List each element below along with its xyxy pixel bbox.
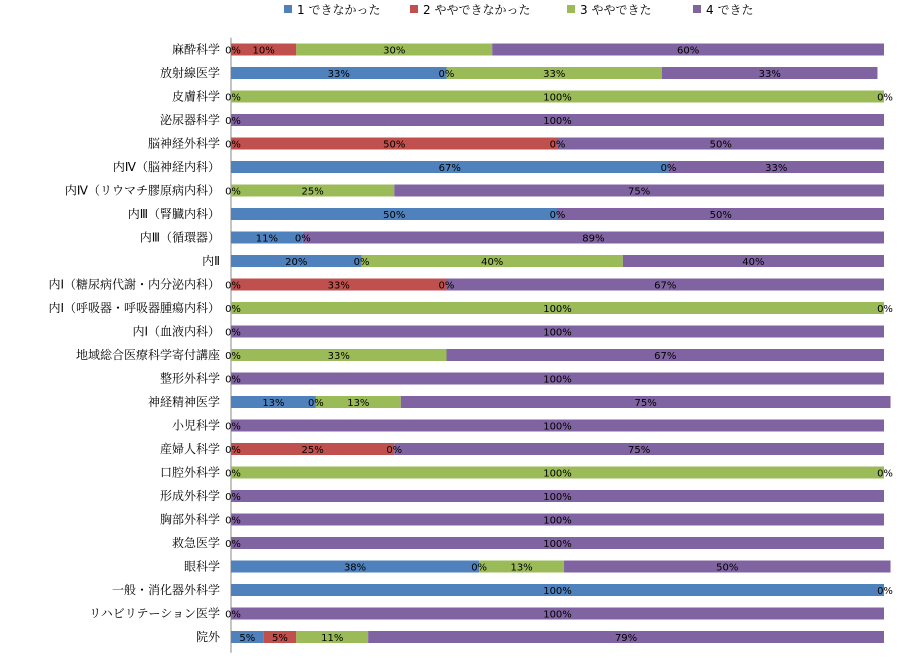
data-label: 0% bbox=[225, 539, 241, 550]
data-label: 0% bbox=[225, 139, 241, 151]
data-label: 25% bbox=[301, 186, 324, 198]
category-label: 整形外科学 bbox=[159, 371, 220, 386]
legend-label-3: 3 ややできた bbox=[580, 3, 652, 17]
legend-swatch-1 bbox=[284, 5, 292, 13]
category-label: 胸部外科学 bbox=[159, 512, 220, 527]
data-label: 0% bbox=[877, 92, 893, 104]
category-label: 眼科学 bbox=[183, 559, 220, 574]
data-label: 0% bbox=[294, 233, 311, 245]
data-label: 20% bbox=[285, 257, 308, 268]
data-label: 0% bbox=[549, 139, 566, 151]
category-label: 院外 bbox=[195, 630, 220, 644]
data-label: 33% bbox=[327, 69, 350, 80]
data-label: 75% bbox=[634, 398, 657, 409]
data-label: 0% bbox=[225, 280, 241, 292]
data-label: 5% bbox=[272, 633, 288, 644]
category-label: 内Ⅲ（腎臓内科） bbox=[127, 207, 220, 221]
category-label: 産婦人科学 bbox=[159, 442, 220, 456]
data-label: 100% bbox=[543, 374, 572, 386]
data-label: 100% bbox=[543, 421, 572, 433]
data-label: 0% bbox=[438, 280, 455, 292]
data-label: 0% bbox=[225, 92, 241, 104]
data-label: 0% bbox=[471, 562, 488, 574]
data-label: 0% bbox=[877, 468, 893, 480]
data-label: 33% bbox=[327, 351, 350, 362]
category-label: 内Ⅳ（脳神経内科） bbox=[112, 160, 220, 174]
data-label: 33% bbox=[765, 163, 788, 174]
data-label: 100% bbox=[543, 327, 572, 339]
data-label: 60% bbox=[676, 45, 700, 57]
data-label: 13% bbox=[262, 398, 285, 409]
data-label: 0% bbox=[225, 609, 241, 621]
data-label: 13% bbox=[347, 398, 370, 409]
category-label: 救急医学 bbox=[171, 536, 220, 550]
category-label: 内Ⅰ（呼吸器・呼吸器腫瘍内科） bbox=[48, 301, 220, 315]
data-label: 33% bbox=[327, 280, 350, 292]
data-label: 11% bbox=[255, 233, 279, 245]
data-label: 0% bbox=[549, 210, 566, 221]
data-label: 0% bbox=[225, 492, 241, 503]
data-label: 0% bbox=[438, 69, 455, 80]
data-label: 40% bbox=[742, 257, 765, 268]
data-label: 100% bbox=[543, 468, 572, 480]
data-label: 100% bbox=[543, 116, 572, 127]
category-label: 皮膚科学 bbox=[171, 89, 220, 104]
legend-swatch-2 bbox=[410, 5, 418, 13]
data-label: 0% bbox=[660, 163, 677, 174]
data-label: 0% bbox=[225, 515, 241, 527]
legend-swatch-3 bbox=[567, 5, 575, 13]
data-label: 75% bbox=[628, 445, 651, 456]
data-label: 11% bbox=[321, 633, 344, 644]
data-label: 0% bbox=[225, 45, 241, 57]
data-label: 89% bbox=[582, 233, 605, 245]
data-label: 50% bbox=[716, 562, 739, 574]
data-label: 33% bbox=[758, 69, 781, 80]
legend-swatch-4 bbox=[693, 5, 701, 13]
data-label: 50% bbox=[383, 210, 406, 221]
data-label: 0% bbox=[353, 257, 370, 268]
category-label: 口腔外科学 bbox=[159, 465, 220, 480]
category-label: 麻酔科学 bbox=[171, 42, 220, 57]
data-label: 5% bbox=[239, 633, 256, 644]
data-label: 0% bbox=[386, 445, 403, 456]
data-label: 50% bbox=[709, 210, 732, 221]
data-label: 13% bbox=[510, 562, 533, 574]
data-label: 25% bbox=[301, 445, 324, 456]
data-label: 0% bbox=[225, 468, 241, 480]
category-label: 放射線医学 bbox=[159, 66, 220, 80]
category-label: 脳神経外科学 bbox=[147, 136, 220, 151]
category-label: 小児科学 bbox=[171, 418, 220, 433]
category-label: 泌尿器科学 bbox=[159, 113, 220, 127]
data-label: 67% bbox=[438, 163, 461, 174]
data-label: 38% bbox=[343, 562, 367, 574]
category-label: 内Ⅱ bbox=[202, 254, 220, 268]
data-label: 0% bbox=[307, 398, 324, 409]
data-label: 100% bbox=[543, 586, 572, 597]
data-label: 100% bbox=[543, 304, 572, 315]
data-label: 0% bbox=[225, 304, 241, 315]
data-label: 0% bbox=[225, 186, 241, 198]
data-label: 79% bbox=[614, 633, 638, 644]
data-label: 0% bbox=[225, 351, 241, 362]
data-label: 100% bbox=[543, 609, 572, 621]
data-label: 100% bbox=[543, 515, 572, 527]
legend-label-1: 1 できなかった bbox=[297, 3, 381, 17]
data-label: 100% bbox=[543, 539, 572, 550]
data-label: 0% bbox=[225, 116, 241, 127]
data-label: 75% bbox=[628, 186, 651, 198]
legend-label-2: 2 ややできなかった bbox=[423, 3, 531, 17]
category-label: 地域総合医療科学寄付講座 bbox=[75, 348, 220, 362]
data-label: 30% bbox=[383, 45, 406, 57]
data-label: 33% bbox=[543, 69, 566, 80]
category-label: 形成外科学 bbox=[159, 489, 220, 503]
data-label: 50% bbox=[383, 139, 406, 151]
category-label: 内Ⅰ（血液内科） bbox=[132, 324, 220, 339]
data-label: 0% bbox=[877, 304, 893, 315]
category-label: 内Ⅲ（循環器） bbox=[139, 230, 220, 245]
category-label: 内Ⅳ（リウマチ膠原病内科） bbox=[64, 183, 220, 198]
legend-label-4: 4 できた bbox=[706, 3, 754, 17]
category-label: 一般・消化器外科学 bbox=[111, 583, 220, 597]
data-label: 100% bbox=[543, 92, 572, 104]
category-label: リハビリテーション医学 bbox=[89, 606, 220, 621]
category-label: 神経精神医学 bbox=[147, 395, 220, 409]
data-label: 10% bbox=[252, 45, 275, 57]
data-label: 67% bbox=[654, 351, 677, 362]
data-label: 0% bbox=[225, 421, 241, 433]
data-label: 0% bbox=[225, 445, 241, 456]
data-label: 0% bbox=[877, 586, 893, 597]
data-label: 0% bbox=[225, 374, 241, 386]
data-label: 100% bbox=[543, 492, 572, 503]
data-label: 67% bbox=[654, 280, 677, 292]
data-label: 0% bbox=[225, 327, 241, 339]
category-label: 内Ⅰ（糖尿病代謝・内分泌内科） bbox=[48, 277, 220, 292]
data-label: 50% bbox=[709, 139, 732, 151]
data-label: 40% bbox=[481, 257, 504, 268]
